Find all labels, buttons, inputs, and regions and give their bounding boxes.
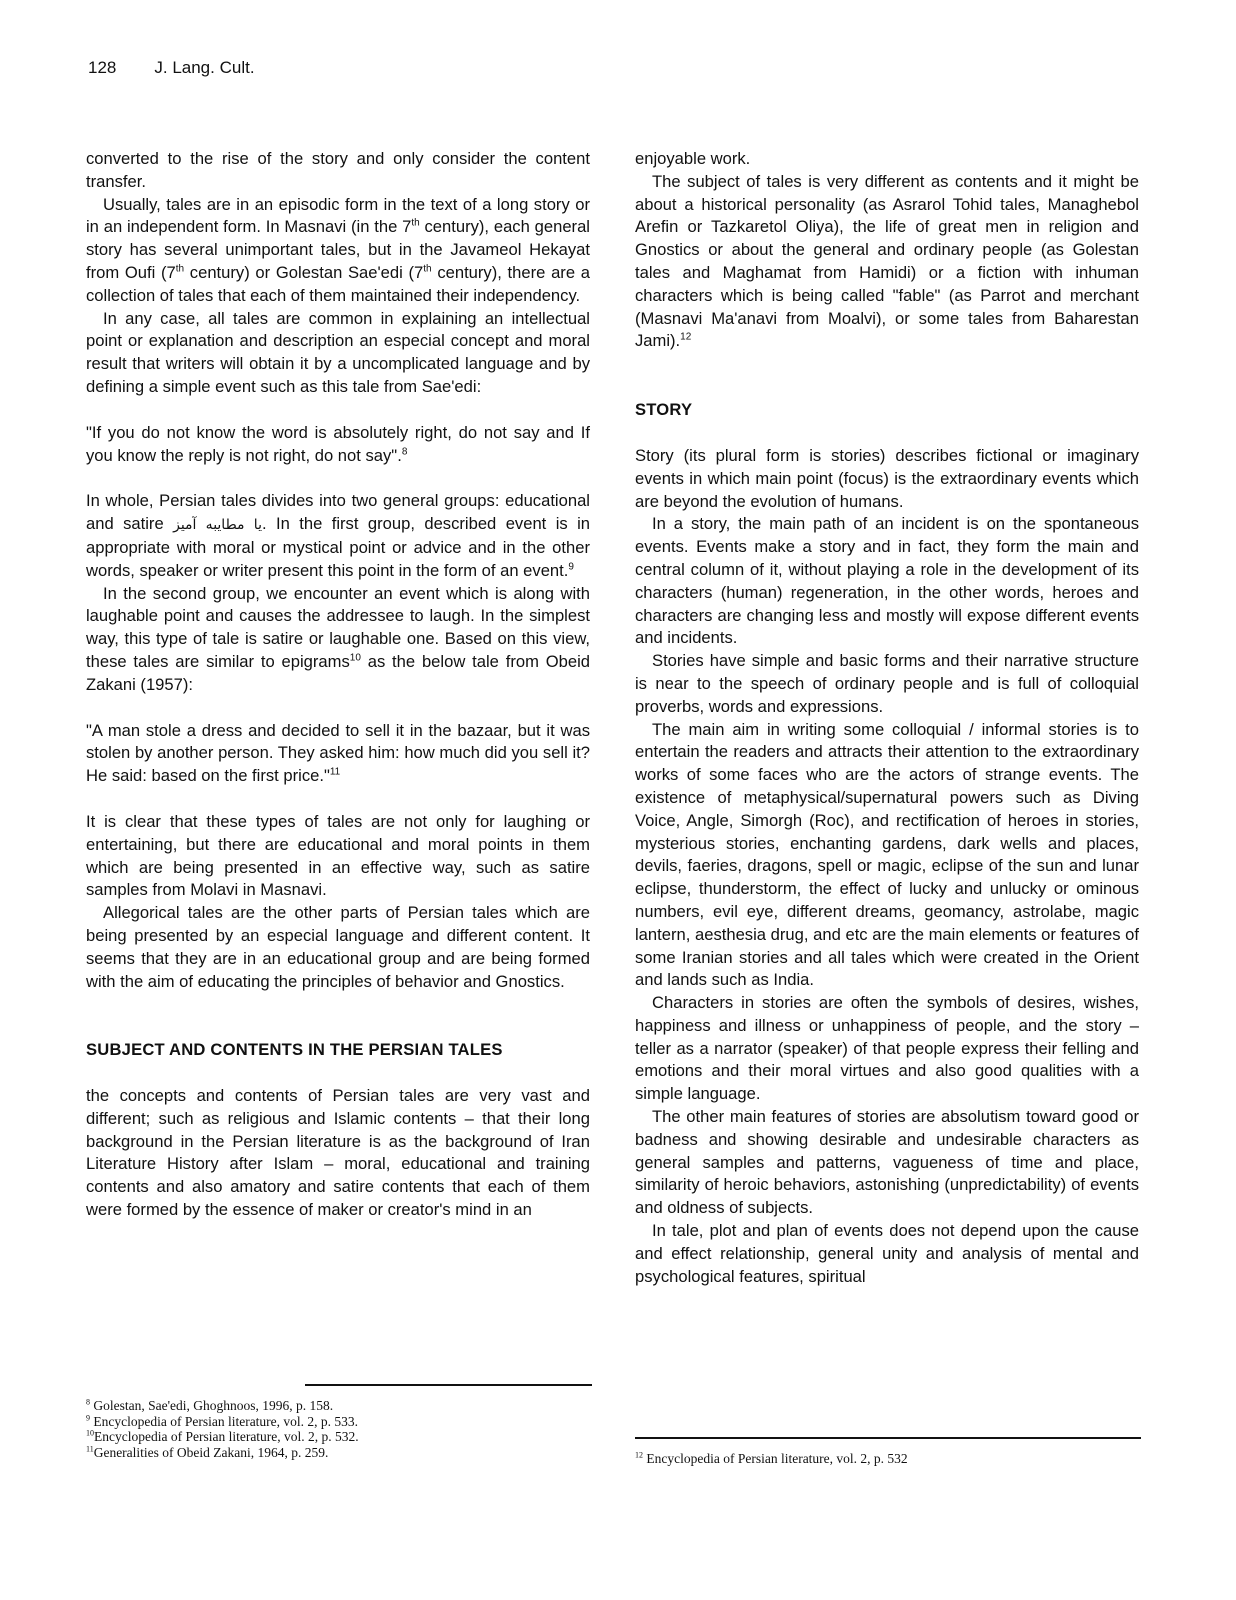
paragraph: The other main features of stories are absolutism toward good or badness and showing desirable and undesirable characters as general samples and patterns, vagueness of time and place, similarity of heroic behaviors, astonishing (unpredictability) of events and oldness of subjects.	[635, 1107, 1139, 1218]
paragraph: In the second group, we encounter an event which is along with laughable point and causes the addressee to laugh. In the simplest way, this type of tale is satire or laughable one. Based on this view, these tales are similar to epigrams$^{10}$ as the below tale from Obeid Zakani (1957):	[86, 583, 590, 694]
page-number: 128	[88, 58, 117, 77]
footnote: $^8$ Golestan, Sae'edi, Ghoghnoos, 1996, p. 158.	[86, 1397, 334, 1413]
footnote: $^9$ Encyclopedia of Persian literature, vol. 2, p. 533.	[86, 1413, 359, 1429]
paragraph: The subject of tales is very different as contents and it might be about a historical personality (as Asrarol Tohid tales, Managhebol Arefin or Tazkaretol Oliya), the life of great men in religion and Gnostics or about the general and ordinary people (as Golestan tales and Maghamat from Hamidi) or a fiction with inhuman characters which is being called "fable" (as Parrot and merchant (Masnavi Ma'anavi from Moalvi), or some tales from Baharestan Jami).$^{12}$	[635, 171, 1139, 351]
arabic-phrase: یا مطایبه آمیز	[173, 517, 262, 534]
paragraph: In tale, plot and plan of events does not depend upon the cause and effect relationship, general unity and analysis of mental and psychological features, spiritual	[635, 1221, 1139, 1286]
footnote: $^{11}$Generalities of Obeid Zakani, 1964, p. 259.	[86, 1444, 329, 1460]
section-heading: STORY	[635, 400, 693, 420]
section-heading: SUBJECT AND CONTENTS IN THE PERSIAN TALES	[86, 1040, 503, 1060]
paragraph: The main aim in writing some colloquial / informal stories is to entertain the readers and attracts their attention to the extraordinary works of some faces who are the actors of strange events. The existence of metaphysical/supernatural powers such as Diving Voice, Angle, Simorgh (Roc), and rectification of heroes in stories, mysterious stories, enchanting gardens, dark wells and places, devils, faeries, dragons, spell or magic, eclipse of the sun and lunar eclipse, thunderstorm, the effect of lucky and unlucky or ominous numbers, evil eye, different dreams, geomancy, astrolabe, magic lantern, aesthesia drug, and etc are the main elements or features of some Iranian stories and all tales which were created in the Orient and lands such as India.	[635, 719, 1139, 990]
paragraph: In any case, all tales are common in explaining an intellectual point or explanation and description an especial concept and moral result that writers will obtain it by a uncomplicated language and by defining a simple event such as this tale from Sae'edi:	[86, 308, 590, 396]
journal-title: J. Lang. Cult.	[154, 58, 255, 77]
footnote-rule	[305, 1384, 592, 1386]
footnotes-left	[86, 1398, 590, 1460]
paragraph: Characters in stories are often the symbols of desires, wishes, happiness and illness or unhappiness of people, and the story – teller as a narrator (speaker) of that people express their felling and emotions and their moral virtues and also good qualities with a simple language.	[635, 993, 1139, 1104]
footnotes-right	[635, 1451, 1139, 1467]
paragraph: the concepts and contents of Persian tales are very vast and different; such as religious and Islamic contents – that their long background in the Persian literature is as the background of Iran Literature History after Islam – moral, educational and training contents and also amatory and satire contents that each of them were formed by the essence of maker or creator's mind in an	[86, 1086, 590, 1220]
paragraph: Usually, tales are in an episodic form in the text of a long story or in an independent form. In Masnavi (in the 7th century), each general story has several unimportant tales, but in the Javameol Hekayat from Oufi (7th century) or Golestan Sae'edi (7th century), there are a collection of tales that each of them maintained their independency.	[86, 194, 590, 305]
footnote: $^{10}$Encyclopedia of Persian literature, vol. 2, p. 532.	[86, 1428, 359, 1444]
running-header	[88, 58, 293, 78]
quote: "A man stole a dress and decided to sell it in the bazaar, but it was stolen by another person. They asked him: how much did you sell it? He said: based on the first price."$^{11}$	[86, 720, 590, 786]
paragraph: It is clear that these types of tales are not only for laughing or entertaining, but there are educational and moral points in them which are being presented in an effective way, such as satire samples from Molavi in Masnavi.	[86, 811, 590, 900]
paragraph: enjoyable work.	[635, 149, 751, 168]
paragraph: Allegorical tales are the other parts of Persian tales which are being presented by an especial language and different content. It seems that they are in an educational group and are being formed with the aim of educating the principles of behavior and Gnostics.	[86, 903, 590, 991]
right-column	[635, 148, 1139, 1288]
paragraph: converted to the rise of the story and only consider the content transfer.	[86, 149, 590, 191]
footnote-rule	[635, 1437, 1141, 1439]
paragraph: Story (its plural form is stories) describes fictional or imaginary events in which main point (focus) is the extraordinary events which are beyond the evolution of humans.	[635, 445, 1139, 511]
left-column	[86, 148, 590, 1222]
paragraph: In whole, Persian tales divides into two general groups: educational and satire یا مطایبه آمیز. In the first group, described event is in appropriate with moral or mystical point or advice and in the other words, speaker or writer present this point in the form of an event.$^9$	[86, 491, 591, 580]
footnote: $^{12}$ Encyclopedia of Persian literature, vol. 2, p. 532	[635, 1450, 908, 1466]
paragraph: Stories have simple and basic forms and their narrative structure is near to the speech of ordinary people and is full of colloquial proverbs, words and expressions.	[635, 651, 1139, 716]
quote: "If you do not know the word is absolutely right, do not say and If you know the reply is not right, do not say".$^8$	[86, 422, 590, 465]
paragraph: In a story, the main path of an incident is on the spontaneous events. Events make a story and in fact, they form the main and central column of it, without playing a role in the development of its characters (human) regeneration, in the other words, heroes and characters are changing less and mostly will expose different events and incidents.	[635, 514, 1139, 648]
